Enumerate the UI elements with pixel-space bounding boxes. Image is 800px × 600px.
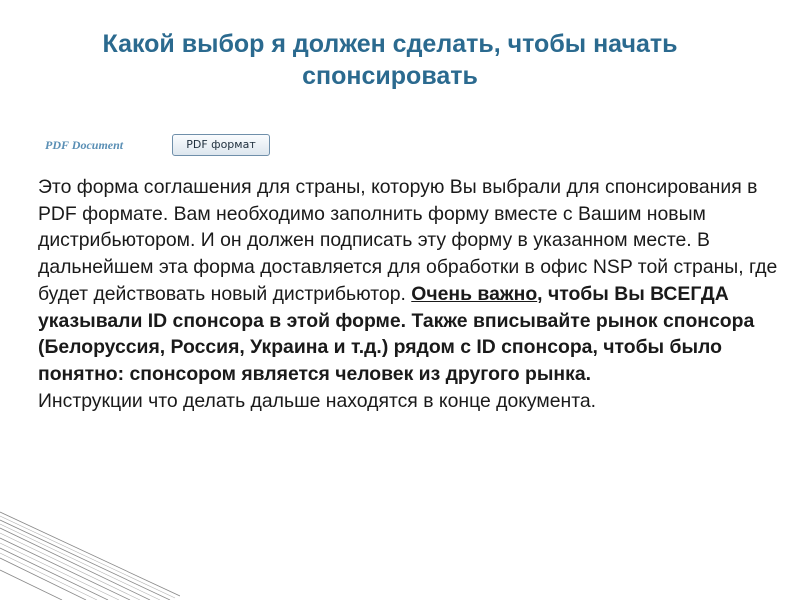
slide-title: Какой выбор я должен сделать, чтобы начать спонсировать	[102, 30, 678, 90]
decorative-lines	[0, 500, 180, 600]
instruction-intro: Это форма соглашения для страны, которую Вы выбрали для спонсирования в PDF формате. Вам необходимо заполнить форму вместе с Вашим новым дистрибьютором. И он должен подписать эту форму в указанном месте. В дальнейшем эта форма доставляется для обработки в офис NSP той страны, где будет действовать новый дистрибьютор.	[38, 176, 778, 305]
pdf-format-button[interactable]: PDF формат	[172, 134, 270, 156]
instruction-text	[38, 174, 778, 414]
pdf-document-caption: PDF Document	[45, 138, 124, 152]
important-underlined: Очень важно	[411, 282, 538, 305]
important-note-rest: , чтобы Вы ВСЕГДА указывали ID спонсора в этой форме. Также вписывайте рынок спонсора (Белоруссия, Россия, Украина и т.д.) рядом с ID спонсора, чтобы было понятно: спонсором является человек из другого рынка.	[38, 282, 755, 385]
next-steps-text: Инструкции что делать дальше находятся в конце документа.	[38, 389, 597, 412]
